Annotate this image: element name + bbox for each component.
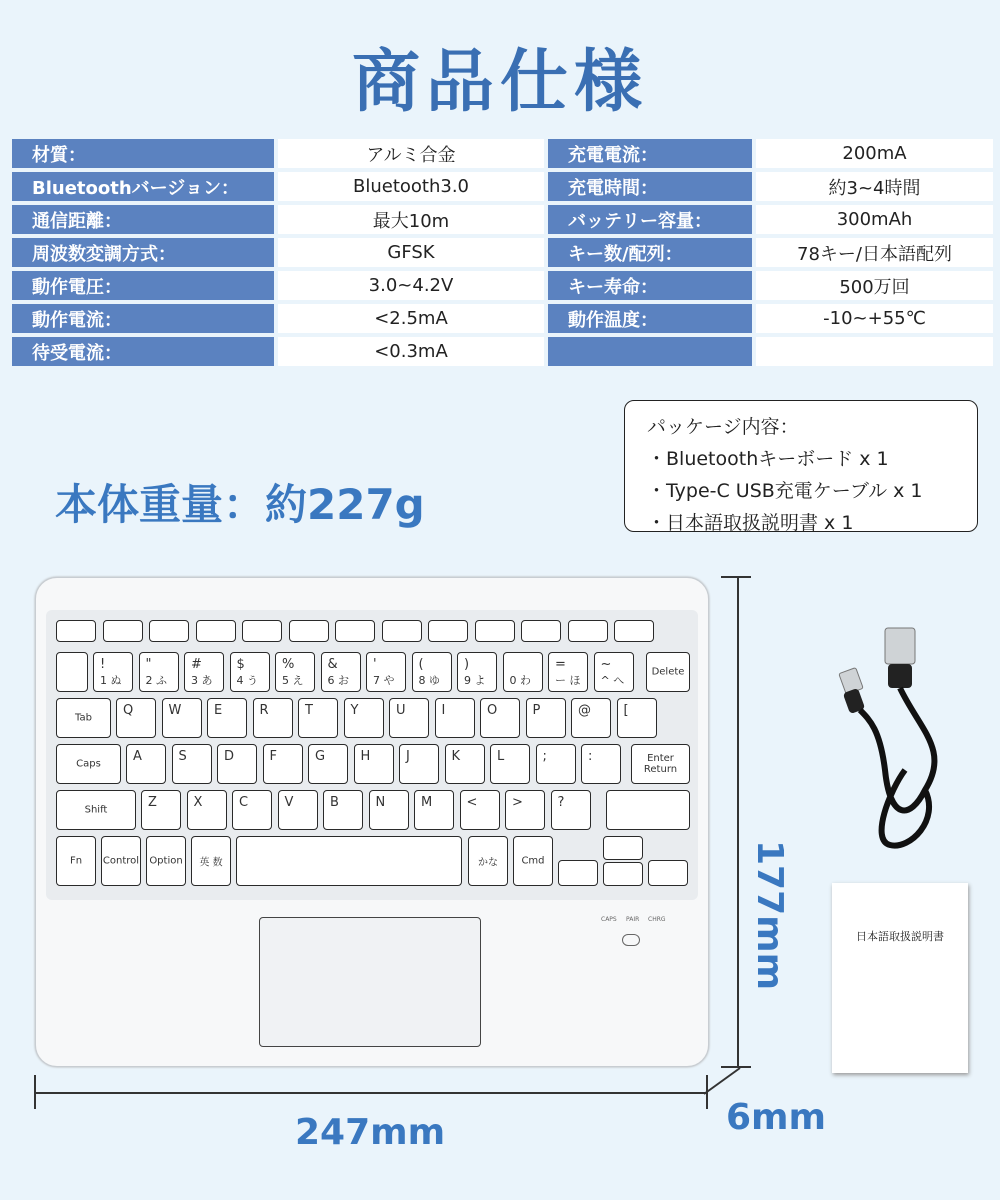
key-eisu — [191, 836, 231, 886]
spec-value: <2.5mA — [278, 304, 544, 333]
function-key — [196, 620, 236, 642]
spec-row — [12, 271, 993, 300]
key-number-label: ー ほ — [555, 674, 581, 687]
spec-row — [12, 205, 993, 234]
key-shift — [56, 790, 136, 830]
key-letter-label: M — [421, 795, 433, 810]
spec-label: キー数/配列： — [548, 238, 752, 267]
key-arrow-right — [648, 860, 688, 886]
key-letter — [217, 744, 257, 784]
key-number — [594, 652, 634, 692]
key-letter-label: V — [284, 795, 294, 810]
key-letter-label: @ — [578, 703, 591, 718]
key-letter-label: R — [259, 703, 269, 718]
spec-label: 通信距離： — [12, 205, 274, 234]
key-letter-label: C — [239, 795, 249, 810]
key-number-label: 3 あ — [191, 674, 213, 687]
spec-value: <0.3mA — [278, 337, 544, 366]
key-letter — [187, 790, 227, 830]
key-letter — [571, 698, 611, 738]
key-number-top-label: ) — [464, 657, 470, 672]
key-letter — [399, 744, 439, 784]
key-letter-label: L — [497, 749, 505, 764]
spec-row — [12, 139, 993, 168]
key-letter-label: K — [451, 749, 461, 764]
key-letter-label: H — [360, 749, 371, 764]
key-delete-label: Delete — [651, 666, 685, 678]
key-letter-label: E — [214, 703, 223, 718]
key-number — [412, 652, 452, 692]
key-letter-label: D — [224, 749, 235, 764]
key-letter — [581, 744, 621, 784]
spec-row — [12, 172, 993, 201]
thickness-dimension-line — [700, 1066, 748, 1098]
key-number-label: 9 よ — [464, 674, 486, 687]
key-letter-label: O — [487, 703, 498, 718]
key-letter — [414, 790, 454, 830]
function-key — [382, 620, 422, 642]
power-button — [622, 934, 640, 946]
key-control-label: Control — [102, 855, 140, 867]
package-item: ・日本語取扱説明書 x 1 — [647, 512, 854, 534]
spec-label: キー寿命： — [548, 271, 752, 300]
key-number-top-label: $ — [236, 657, 245, 672]
key-number-top-label: % — [282, 657, 295, 672]
key-letter — [490, 744, 530, 784]
key-letter-label: A — [133, 749, 142, 764]
usb-cable-image — [830, 620, 960, 860]
key-number-label: 4 う — [236, 674, 258, 687]
spec-label: 材質： — [12, 139, 274, 168]
key-letter-label: J — [406, 749, 410, 764]
key-letter-label: [ — [623, 703, 629, 718]
spec-row — [12, 304, 993, 333]
function-key — [521, 620, 561, 642]
key-space — [236, 836, 462, 886]
key-number-top-label: ( — [418, 657, 424, 672]
spec-label: バッテリー容量： — [548, 205, 752, 234]
function-key — [428, 620, 468, 642]
spec-value: 500万回 — [756, 271, 993, 300]
key-letter-label: B — [330, 795, 339, 810]
manual-image — [832, 883, 968, 1073]
key-letter-label: W — [168, 703, 182, 718]
key-control — [101, 836, 141, 886]
key-option-label: Option — [149, 855, 183, 867]
key-number-top-label: # — [191, 657, 202, 672]
spec-label: 周波数変調方式： — [12, 238, 274, 267]
spec-value: GFSK — [278, 238, 544, 267]
key-number — [139, 652, 179, 692]
spec-value: 300mAh — [756, 205, 993, 234]
package-header: パッケージ内容： — [647, 416, 799, 438]
key-delete — [646, 652, 690, 692]
key-letter — [526, 698, 566, 738]
function-key — [289, 620, 329, 642]
key-letter-label: F — [269, 749, 277, 764]
key-letter — [617, 698, 657, 738]
key-area — [46, 610, 698, 900]
key-number-label: 6 お — [327, 674, 349, 687]
key-number-label: 2 ふ — [145, 674, 167, 687]
package-item: ・Bluetoothキーボード x 1 — [647, 448, 889, 470]
key-letter-label: I — [441, 703, 446, 718]
key-number-top-label: ' — [373, 657, 377, 672]
key-letter-label: : — [588, 749, 593, 764]
key-number-label: 5 え — [282, 674, 304, 687]
key-tab-label: Tab — [75, 712, 92, 724]
spec-label: 動作温度： — [548, 304, 752, 333]
key-cmd-label: Cmd — [521, 855, 545, 867]
spec-value: 3.0~4.2V — [278, 271, 544, 300]
function-key — [335, 620, 375, 642]
key-letter — [445, 744, 485, 784]
key-shift-right — [606, 790, 690, 830]
key-number-label: 1 ぬ — [100, 674, 122, 687]
key-number-top-label: ~ — [600, 657, 612, 672]
manual-label: 日本語取扱説明書 — [856, 930, 944, 943]
package-item: ・Type-C USB充電ケーブル x 1 — [647, 480, 923, 502]
key-kana-label: かな — [478, 857, 498, 869]
key-number-label: 8 ゆ — [418, 674, 440, 687]
function-key — [149, 620, 189, 642]
key-letter — [536, 744, 576, 784]
function-key — [614, 620, 654, 642]
spec-row — [12, 238, 993, 267]
key-option — [146, 836, 186, 886]
keyboard-image — [35, 577, 709, 1067]
key-number-top-label: = — [555, 657, 566, 672]
key-number-top-label: ! — [100, 657, 106, 672]
function-key — [103, 620, 143, 642]
key-cmd — [513, 836, 553, 886]
trackpad — [259, 917, 481, 1047]
key-letter — [278, 790, 318, 830]
key-number — [230, 652, 270, 692]
key-letter — [162, 698, 202, 738]
key-letter-label: ? — [557, 795, 565, 810]
key-letter — [263, 744, 303, 784]
spec-label: 充電電流： — [548, 139, 752, 168]
key-letter — [232, 790, 272, 830]
key-arrow-up — [603, 836, 643, 860]
width-dimension-line — [35, 1092, 707, 1094]
key-number-label: 7 や — [373, 674, 395, 687]
spec-value: 78キー/日本語配列 — [756, 238, 993, 267]
spec-label: 動作電圧： — [12, 271, 274, 300]
key-enter — [631, 744, 690, 784]
key-number — [366, 652, 406, 692]
key-letter — [480, 698, 520, 738]
key-letter-label: T — [305, 703, 313, 718]
dimension-cap — [34, 1075, 36, 1109]
spec-value: -10~+55℃ — [756, 304, 993, 333]
key-fn — [56, 836, 96, 886]
thickness-label: 6mm — [726, 1097, 827, 1138]
key-letter-label: X — [193, 795, 203, 810]
key-letter — [298, 698, 338, 738]
key-letter — [460, 790, 500, 830]
key-letter — [308, 744, 348, 784]
key-letter — [253, 698, 293, 738]
key-letter-label: ; — [542, 749, 547, 764]
key-kana-switch — [56, 652, 88, 692]
key-letter-label: Z — [148, 795, 157, 810]
key-number — [93, 652, 133, 692]
indicator-chrg: CHRG — [648, 916, 666, 923]
spec-table — [8, 135, 997, 370]
key-letter-label: Q — [123, 703, 134, 718]
key-enter-label: Enter Return — [643, 753, 678, 775]
key-arrow-left — [558, 860, 598, 886]
key-letter — [505, 790, 545, 830]
width-label: 247mm — [295, 1112, 446, 1153]
key-number-top-label: " — [145, 657, 152, 672]
spec-row — [12, 337, 993, 366]
spec-label: 充電時間： — [548, 172, 752, 201]
spec-label — [548, 337, 752, 366]
key-shift-label: Shift — [84, 804, 108, 816]
key-letter — [172, 744, 212, 784]
key-caps — [56, 744, 121, 784]
weight-label: 本体重量：約227g — [55, 480, 425, 529]
key-eisu-label: 英 数 — [199, 857, 223, 869]
key-tab — [56, 698, 111, 738]
key-letter-label: G — [315, 749, 326, 764]
key-number-top-label: & — [327, 657, 338, 672]
spec-value — [756, 337, 993, 366]
key-letter — [551, 790, 591, 830]
key-letter-label: > — [512, 795, 523, 810]
key-letter-label: P — [532, 703, 541, 718]
function-key — [242, 620, 282, 642]
spec-label: Bluetoothバージョン： — [12, 172, 274, 201]
key-letter — [207, 698, 247, 738]
height-label: 177mm — [749, 840, 790, 991]
indicator-pair: PAIR — [626, 916, 640, 923]
key-number — [457, 652, 497, 692]
function-key — [568, 620, 608, 642]
key-caps-label: Caps — [76, 758, 101, 770]
spec-value: 最大10m — [278, 205, 544, 234]
indicator-caps: CAPS — [601, 916, 617, 923]
key-letter — [323, 790, 363, 830]
key-letter — [116, 698, 156, 738]
page-title: 商品仕様 — [351, 43, 648, 122]
spec-value: Bluetooth3.0 — [278, 172, 544, 201]
key-letter-label: N — [375, 795, 386, 810]
key-letter — [369, 790, 409, 830]
key-number — [548, 652, 588, 692]
dimension-cap — [721, 576, 751, 578]
key-letter — [435, 698, 475, 738]
spec-label: 動作電流： — [12, 304, 274, 333]
package-box — [624, 400, 978, 532]
spec-value: 200mA — [756, 139, 993, 168]
key-letter — [389, 698, 429, 738]
key-letter-label: < — [466, 795, 478, 810]
key-arrow-down — [603, 862, 643, 886]
key-letter — [141, 790, 181, 830]
key-letter-label: S — [178, 749, 187, 764]
key-letter — [126, 744, 166, 784]
key-letter-label: Y — [350, 703, 359, 718]
key-letter — [344, 698, 384, 738]
key-fn-label: Fn — [69, 855, 83, 867]
spec-label: 待受電流： — [12, 337, 274, 366]
key-number-label: ^ へ — [600, 674, 625, 687]
key-number — [321, 652, 361, 692]
spec-value: アルミ合金 — [278, 139, 544, 168]
function-key — [475, 620, 515, 642]
key-kana — [468, 836, 508, 886]
function-key — [56, 620, 96, 642]
key-number-label: 0 わ — [509, 674, 531, 687]
key-number — [275, 652, 315, 692]
spec-value: 約3~4時間 — [756, 172, 993, 201]
key-letter — [354, 744, 394, 784]
key-letter-label: U — [396, 703, 406, 718]
key-number — [184, 652, 224, 692]
height-dimension-line — [737, 577, 739, 1067]
key-number — [503, 652, 543, 692]
